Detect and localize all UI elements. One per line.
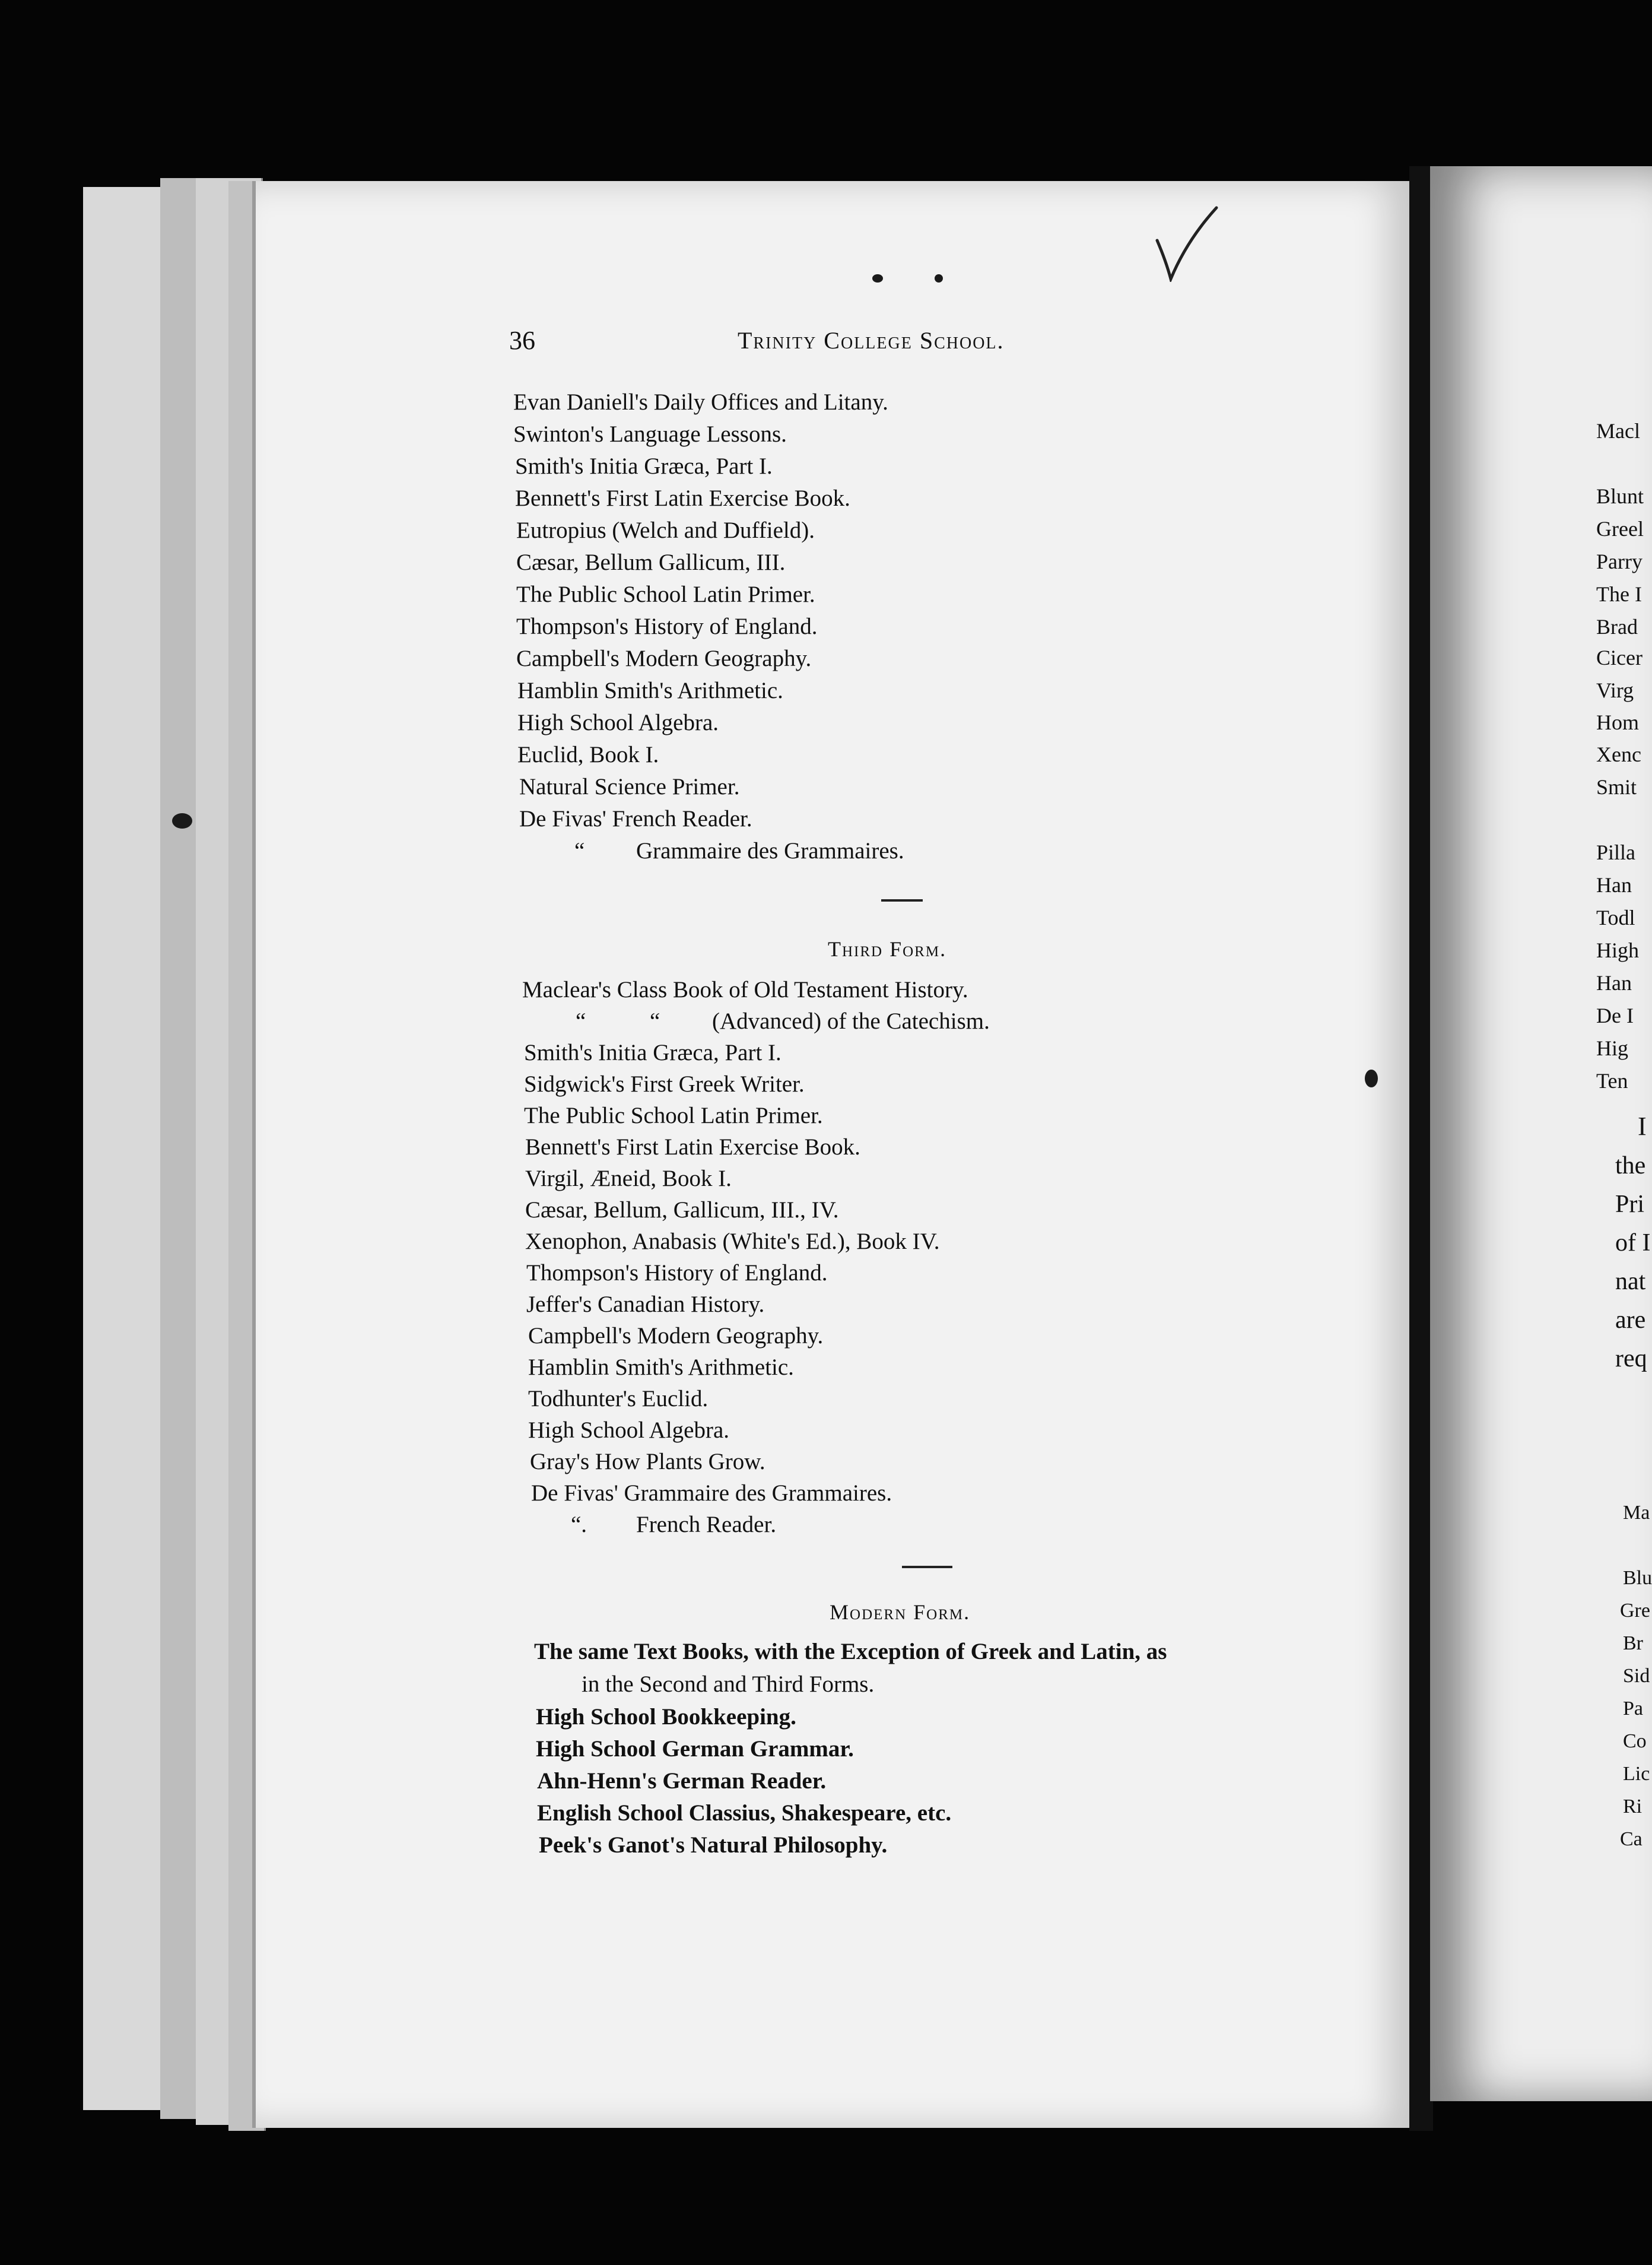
right-page-fragment: Han <box>1596 971 1632 995</box>
book-entry: (Advanced) of the Catechism. <box>712 1008 990 1034</box>
right-page-fragment: nat <box>1615 1268 1646 1295</box>
book-entry: Hamblin Smith's Arithmetic. <box>517 678 783 703</box>
book-entry: Sidgwick's First Greek Writer. <box>524 1071 805 1097</box>
right-page-fragment: Pilla <box>1596 840 1636 864</box>
right-page-fragment: Smit <box>1596 775 1637 799</box>
right-page-fragment: Macl <box>1596 419 1640 443</box>
section-rule <box>902 1566 952 1568</box>
intro-line: in the Second and Third Forms. <box>582 1671 875 1697</box>
right-page-fragment: Ca <box>1620 1828 1643 1850</box>
book-entry: Bennett's First Latin Exercise Book. <box>525 1134 860 1160</box>
ditto-mark: “ <box>650 1008 660 1034</box>
right-page-fragment: The I <box>1596 582 1642 606</box>
right-page-fragment: Todl <box>1596 906 1635 930</box>
right-page-fragment: Ten <box>1596 1069 1628 1093</box>
book-entry: Smith's Initia Græca, Part I. <box>515 453 773 479</box>
book-entry: Swinton's Language Lessons. <box>513 421 787 447</box>
right-page-fragment: Han <box>1596 873 1632 897</box>
book-entry: High School Bookkeeping. <box>536 1704 796 1730</box>
ink-speck <box>872 274 883 283</box>
book-entry: Natural Science Primer. <box>519 774 740 800</box>
right-page-fragment: Brad <box>1596 615 1638 639</box>
right-page-fragment: Virg <box>1596 678 1634 702</box>
right-page-fragment: Co <box>1623 1730 1647 1752</box>
book-entry: High School Algebra. <box>517 710 719 735</box>
book-entry: Bennett's First Latin Exercise Book. <box>515 486 850 511</box>
book-entry: Campbell's Modern Geography. <box>516 646 812 671</box>
right-page-fragment: Ri <box>1623 1795 1643 1817</box>
right-page-fragment: Xenc <box>1596 743 1641 766</box>
book-entry: English School Classius, Shakespeare, etc. <box>537 1800 952 1826</box>
right-page-fragment: Blunt <box>1596 484 1644 508</box>
right-page-fragment: Pa <box>1623 1698 1643 1720</box>
section-heading: Third Form. <box>828 937 947 961</box>
right-page-fragment: Ma <box>1623 1502 1650 1524</box>
right-page-fragment: De I <box>1596 1004 1634 1027</box>
page-number: 36 <box>509 326 535 355</box>
book-entry: Peek's Ganot's Natural Philosophy. <box>539 1832 888 1858</box>
right-page-fragment: Br <box>1623 1632 1643 1654</box>
book-entry: Todhunter's Euclid. <box>528 1386 709 1411</box>
right-page-fragment: req <box>1615 1345 1647 1372</box>
book-gutter <box>1409 166 1433 2131</box>
book-entry: Euclid, Book I. <box>517 742 659 767</box>
book-entry: Virgil, Æneid, Book I. <box>525 1166 732 1191</box>
book-entry: Gray's How Plants Grow. <box>530 1449 765 1474</box>
ink-speck <box>935 274 943 283</box>
right-page-fragment: Sid <box>1623 1665 1650 1687</box>
book-entry: Thompson's History of England. <box>516 614 818 639</box>
book-entry: Hamblin Smith's Arithmetic. <box>528 1354 794 1380</box>
book-entry: Campbell's Modern Geography. <box>528 1323 824 1349</box>
right-page-fragment: High <box>1596 938 1639 962</box>
running-head: Trinity College School. <box>738 327 1005 354</box>
right-page-fragment: Lic <box>1623 1763 1650 1785</box>
ditto-mark: “ <box>574 838 585 864</box>
right-page-fragment: Gre <box>1620 1600 1650 1622</box>
book-entry: Thompson's History of England. <box>526 1260 828 1286</box>
right-page-fragment: Pri <box>1615 1191 1645 1218</box>
book-entry: High School Algebra. <box>528 1417 730 1443</box>
right-page <box>1430 166 1652 2101</box>
right-page-fragment: are <box>1615 1306 1646 1334</box>
book-entry: Xenophon, Anabasis (White's Ed.), Book IV. <box>525 1229 940 1254</box>
right-page-fragment: Cicer <box>1596 646 1643 670</box>
section-rule <box>881 899 923 902</box>
book-entry: Eutropius (Welch and Duffield). <box>516 518 815 543</box>
book-entry: The Public School Latin Primer. <box>516 582 815 607</box>
right-page-fragment: Hom <box>1596 710 1639 734</box>
right-page-fragment: Greel <box>1596 517 1644 541</box>
book-entry: The Public School Latin Primer. <box>524 1103 823 1128</box>
right-page-fragment: the <box>1615 1152 1646 1179</box>
book-entry: Grammaire des Grammaires. <box>636 838 904 864</box>
book-entry: Jeffer's Canadian History. <box>526 1292 765 1317</box>
section-heading: Modern Form. <box>830 1600 971 1624</box>
book-entry: Cæsar, Bellum Gallicum, III. <box>516 550 786 575</box>
book-entry: Cæsar, Bellum, Gallicum, III., IV. <box>525 1197 839 1223</box>
checkmark-icon <box>1154 205 1219 282</box>
book-entry: De Fivas' Grammaire des Grammaires. <box>531 1480 892 1506</box>
ditto-mark: “. <box>571 1512 587 1537</box>
ink-speck <box>172 813 192 829</box>
book-entry: Smith's Initia Græca, Part I. <box>524 1040 781 1065</box>
book-entry: High School German Grammar. <box>536 1736 854 1762</box>
right-page-fragment: Hig <box>1596 1036 1628 1060</box>
right-page-fragment: I <box>1638 1112 1647 1141</box>
book-entry: Evan Daniell's Daily Offices and Litany. <box>513 389 888 415</box>
book-entry: French Reader. <box>636 1512 777 1537</box>
right-page-fragment: Blu <box>1623 1567 1652 1589</box>
book-entry: De Fivas' French Reader. <box>519 806 752 832</box>
intro-line: The same Text Books, with the Exception of Greek and Latin, as <box>534 1639 1167 1664</box>
book-entry: Ahn-Henn's German Reader. <box>537 1768 827 1794</box>
ditto-mark: “ <box>576 1008 586 1034</box>
right-page-fragment: Parry <box>1596 550 1643 573</box>
right-page-fragment: of I <box>1615 1229 1651 1257</box>
book-entry: Maclear's Class Book of Old Testament History. <box>522 977 968 1003</box>
ink-speck <box>1365 1070 1378 1087</box>
